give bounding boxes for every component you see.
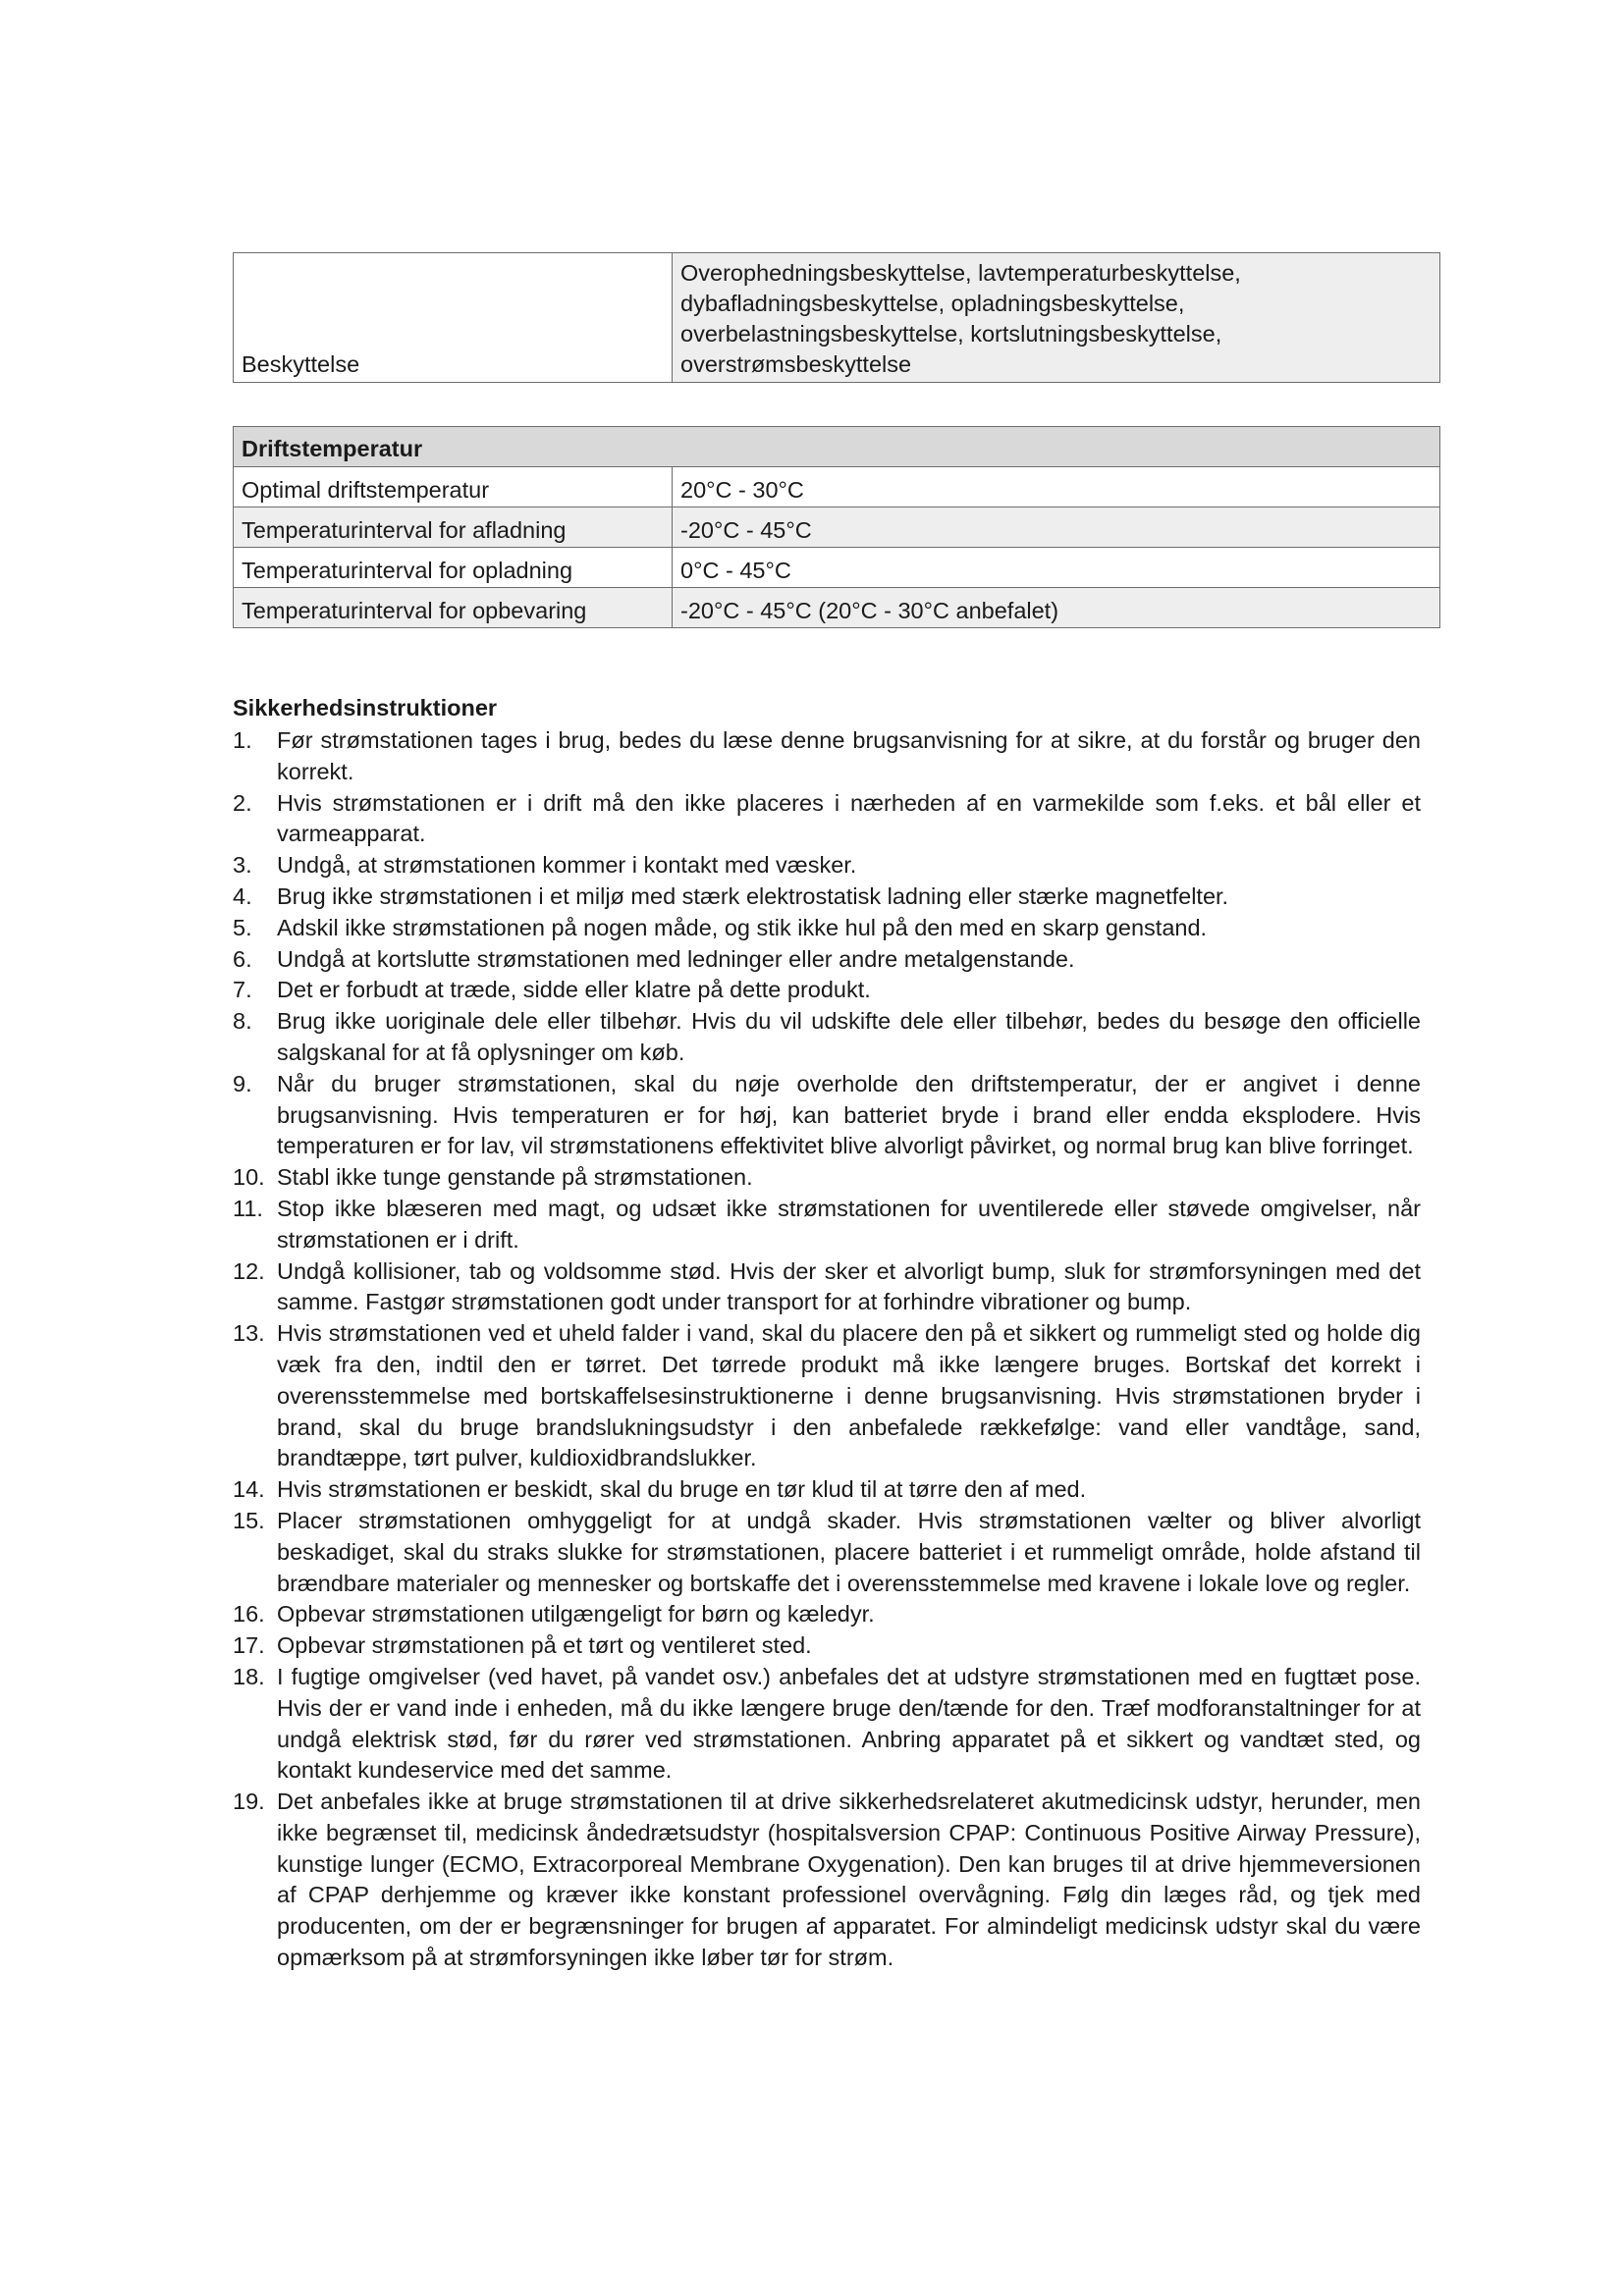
item-text: Opbevar strømstationen på et tørt og ventileret sted. <box>277 1632 812 1659</box>
item-text: Før strømstationen tages i brug, bedes du læse denne brugsanvisning for at sikre, at du forstår og bruger den korrekt. <box>277 727 1421 784</box>
safety-item <box>233 881 1421 913</box>
item-number: 17. <box>233 1632 265 1659</box>
operating-temperature-table <box>233 426 1440 628</box>
safety-item <box>233 1506 1421 1599</box>
item-number: 18. <box>233 1663 265 1689</box>
protection-row <box>234 253 1440 383</box>
safety-item <box>233 1069 1421 1162</box>
protection-value-line: overstrømsbeskyttelse <box>680 351 912 377</box>
item-text: Brug ikke strømstationen i et miljø med stærk elektrostatisk ladning eller stærke magnetfelter. <box>277 882 1229 909</box>
temperature-row-label: Temperaturinterval for opladning <box>234 548 673 588</box>
item-number: 13. <box>233 1320 265 1347</box>
safety-item <box>233 1662 1421 1787</box>
protection-value-line: Overophedningsbeskyttelse, lavtemperaturbeskyttelse, <box>680 260 1241 286</box>
item-text: Opbevar strømstationen utilgængeligt for børn og kæledyr. <box>277 1601 875 1628</box>
temperature-table-header: Driftstemperatur <box>234 427 1440 467</box>
safety-item <box>233 1599 1421 1630</box>
safety-item <box>233 1006 1421 1069</box>
protection-value-line: dybafladningsbeskyttelse, opladningsbeskyttelse, <box>680 291 1185 316</box>
item-number: 1. <box>233 727 252 753</box>
item-number: 12. <box>233 1257 265 1284</box>
item-number: 8. <box>233 1008 252 1035</box>
item-text: Stop ikke blæseren med magt, og udsæt ikke strømstationen for uventilerede eller støvede omgivelser, når strømstationen er i drift. <box>277 1195 1421 1253</box>
temperature-row <box>234 467 1440 507</box>
safety-item <box>233 850 1421 881</box>
item-text: Stabl ikke tunge genstande på strømstationen. <box>277 1164 753 1191</box>
item-text: Undgå at kortslutte strømstationen med ledninger eller andre metalgenstande. <box>277 945 1075 972</box>
safety-item <box>233 913 1421 944</box>
item-text: Adskil ikke strømstationen på nogen måde, og stik ikke hul på den med en skarp genstand. <box>277 914 1208 940</box>
item-text: Undgå, at strømstationen kommer i kontakt med væsker. <box>277 852 857 879</box>
temperature-row-value: -20°C - 45°C <box>673 507 1440 548</box>
safety-item <box>233 975 1421 1006</box>
item-text: Hvis strømstationen er beskidt, skal du bruge en tør klud til at tørre den af med. <box>277 1476 1087 1503</box>
safety-instructions-section <box>233 693 1421 1974</box>
protection-label: Beskyttelse <box>234 253 673 383</box>
safety-item <box>233 1630 1421 1662</box>
temperature-row-label: Optimal driftstemperatur <box>234 467 673 507</box>
item-number: 6. <box>233 945 252 972</box>
item-number: 16. <box>233 1601 265 1628</box>
item-number: 14. <box>233 1476 265 1503</box>
item-text: I fugtige omgivelser (ved havet, på vandet osv.) anbefales det at udstyre strømstationen med en fugttæt pose. Hvis der er vand inde i enheden, må du ikke længere bruge den/tænde for den. Træf modforanstaltninger for at undgå elektrisk stød, før du rører ved strømstationen. Anbring apparatet på et sikkert og vandtæt sted, og kontakt kundeservice med det samme. <box>277 1663 1421 1784</box>
item-text: Det er forbudt at træde, sidde eller klatre på dette produkt. <box>277 977 871 1003</box>
item-text: Hvis strømstationen ved et uheld falder i vand, skal du placere den på et sikkert og rummeligt sted og holde dig væk fra den, indtil den er tørret. Det tørrede produkt må ikke længere bruges. Bortskaf det korrekt i overensstemmelse med bortskaffelsesinstruktionerne i denne brugsanvisning. Hvis strømstationen bryder i brand, skal du bruge brandslukningsudstyr i den anbefalede rækkefølge: vand eller vandtåge, sand, brandtæppe, tørt pulver, kuldioxidbrandslukker. <box>277 1320 1421 1471</box>
safety-item <box>233 1194 1421 1256</box>
safety-item <box>233 1162 1421 1194</box>
temperature-row-value: 0°C - 45°C <box>673 548 1440 588</box>
safety-item <box>233 944 1421 976</box>
item-number: 5. <box>233 914 252 940</box>
temperature-row <box>234 507 1440 548</box>
item-text: Brug ikke uoriginale dele eller tilbehør. Hvis du vil udskifte dele eller tilbehør, bedes du besøge den officielle salgskanal for at få oplysninger om køb. <box>277 1008 1421 1065</box>
safety-item <box>233 1787 1421 1974</box>
protection-table <box>233 252 1440 383</box>
item-number: 7. <box>233 977 252 1003</box>
safety-item <box>233 1474 1421 1506</box>
item-number: 10. <box>233 1164 265 1191</box>
safety-instructions-heading: Sikkerhedsinstruktioner <box>233 695 498 721</box>
item-number: 11. <box>233 1195 263 1221</box>
temperature-row-label: Temperaturinterval for opbevaring <box>234 588 673 628</box>
item-text: Hvis strømstationen er i drift må den ikke placeres i nærheden af en varmekilde som f.eks. et bål eller et varmeapparat. <box>277 789 1421 847</box>
protection-value-line: overbelastningsbeskyttelse, kortslutningsbeskyttelse, <box>680 321 1222 347</box>
safety-item <box>233 1318 1421 1474</box>
item-text: Det anbefales ikke at bruge strømstationen til at drive sikkerhedsrelateret akutmedicinsk udstyr, herunder, men ikke begrænset til, medicinsk åndedrætsudstyr (hospitalsversion CPAP: Continuous Positive Airway Pressure), kunstige lunger (ECMO, Extracorporeal Membrane Oxygenation). Den kan bruges til at drive hjemmeversionen af CPAP derhjemme og kræver ikke konstant professionel overvågning. Følg din læges råd, og tjek med producenten, om der er begrænsninger for brugen af apparatet. For almindeligt medicinsk udstyr skal du være opmærksom på at strømforsyningen ikke løber tør for strøm. <box>277 1789 1421 1971</box>
temperature-row-value: -20°C - 45°C (20°C - 30°C anbefalet) <box>673 588 1440 628</box>
item-number: 9. <box>233 1070 252 1096</box>
temperature-row-value: 20°C - 30°C <box>673 467 1440 507</box>
item-number: 4. <box>233 882 252 909</box>
item-number: 3. <box>233 852 252 879</box>
item-number: 2. <box>233 789 252 816</box>
item-text: Placer strømstationen omhyggeligt for at undgå skader. Hvis strømstationen vælter og bliver alvorligt beskadiget, skal du straks slukke for strømstationen, placere batteriet i et rummeligt område, holde afstand til brændbare materialer og mennesker og bortskaffe det i overensstemmelse med kravene i lokale love og regler. <box>277 1507 1421 1596</box>
safety-instructions-list <box>233 725 1421 1974</box>
safety-item <box>233 788 1421 851</box>
item-text: Når du bruger strømstationen, skal du nøje overholde den driftstemperatur, der er angivet i denne brugsanvisning. Hvis temperaturen er for høj, kan batteriet bryde i brand eller endda eksplodere. Hvis temperaturen er for lav, vil strømstationens effektivitet blive alvorligt påvirket, og normal brug kan blive forringet. <box>277 1070 1421 1159</box>
temperature-header-row <box>234 427 1440 467</box>
safety-item <box>233 1256 1421 1319</box>
temperature-row-label: Temperaturinterval for afladning <box>234 507 673 548</box>
item-number: 15. <box>233 1507 265 1533</box>
item-text: Undgå kollisioner, tab og voldsomme stød. Hvis der sker et alvorligt bump, sluk for strømforsyningen med det samme. Fastgør strømstationen godt under transport for at forhindre vibrationer og bump. <box>277 1257 1421 1315</box>
safety-item <box>233 725 1421 788</box>
temperature-row <box>234 588 1440 628</box>
temperature-row <box>234 548 1440 588</box>
item-number: 19. <box>233 1789 265 1815</box>
protection-value <box>673 253 1440 383</box>
